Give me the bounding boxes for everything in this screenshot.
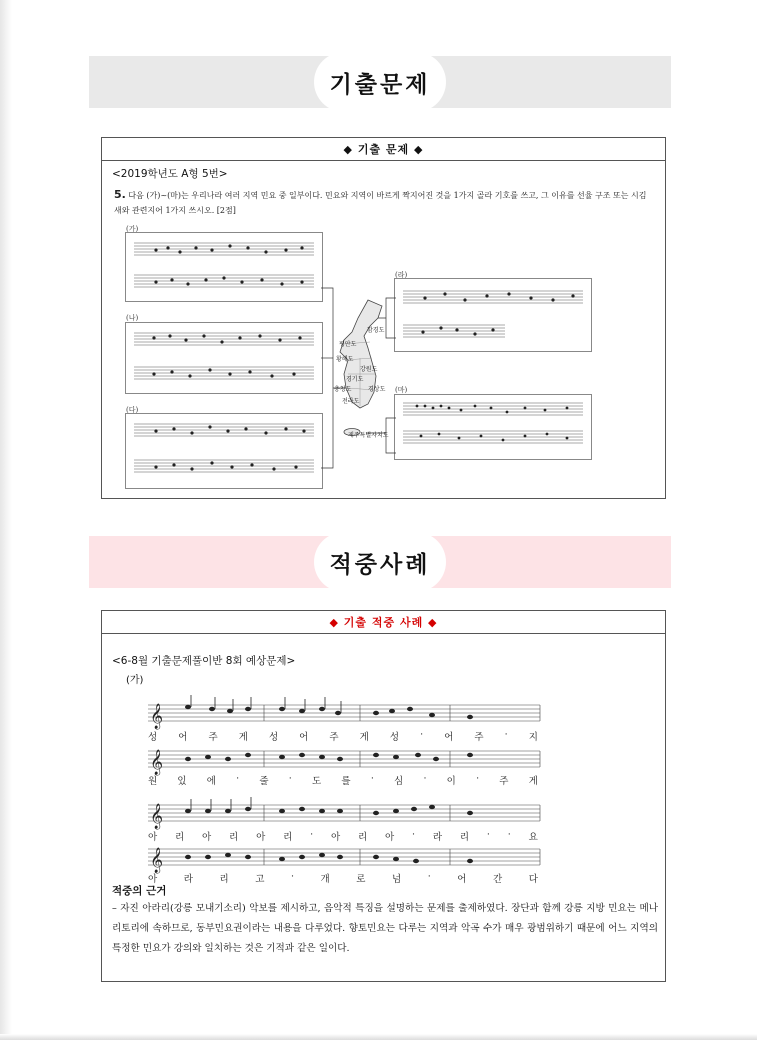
region-hamgyeong: 함경도	[367, 327, 385, 334]
music-score-da	[125, 413, 323, 489]
lyric: 아	[384, 832, 395, 843]
lyric: 리	[283, 832, 293, 843]
lyric: 주	[474, 732, 484, 743]
lyric: 게	[238, 732, 248, 743]
svg-text:𝄞: 𝄞	[150, 750, 164, 775]
lyric: 어	[178, 732, 188, 743]
lyric: 에	[206, 776, 216, 787]
box-header-2: ◆ 기출 적중 사례 ◆	[102, 611, 665, 634]
basis-text: – 자진 아라리(강릉 모내기소리) 악보를 제시하고, 음악적 특징을 설명하는 문제를 출제하였다. 장단과 함께 강릉 지방 민요는 메나리토리에 속하므로, 동부민요권이라는 내용을 다루었다. 향토민요는 다루는 지역과 악곡 수가 매우 광범위하기 때문에 어느 지역의 특정한 민요가 강의와 일치하는 것은 기적과 같은 일이다.	[112, 903, 658, 954]
lyric: 요	[528, 832, 538, 843]
score-label-na: (나)	[126, 314, 139, 322]
music-score-ra	[394, 278, 592, 352]
lyrics-line-2	[148, 773, 538, 787]
lyric: 아	[202, 832, 212, 843]
section-title-2: 적중사례	[314, 532, 446, 592]
lyrics-line-1	[148, 729, 538, 743]
lyric: 어	[444, 732, 454, 743]
region-jeolla: 전라도	[342, 398, 360, 405]
lyric: 아	[148, 832, 158, 843]
lyric: 아	[148, 874, 158, 885]
lyric: 리	[175, 832, 185, 843]
lyric: ·	[370, 773, 374, 784]
region-gyeongsang: 경상도	[368, 386, 386, 393]
section-title: 기출문제	[314, 52, 446, 112]
page-edge	[0, 0, 12, 1040]
part-label: (가)	[126, 675, 144, 686]
question-number: 5.	[114, 188, 126, 201]
music-score-ma	[394, 394, 592, 460]
lyric: ·	[486, 829, 490, 840]
lyric: ·	[236, 773, 240, 784]
lyric: 리	[229, 832, 239, 843]
question-body: 다음 (가)~(마)는 우리나라 여러 지역 민요 중 일부이다. 민요와 지역이 바르게 짝지어진 것을 1가지 골라 기호를 쓰고, 그 이유를 선율 구조 또는 시김새와 관련지어 1가지 쓰시오. [2점]	[114, 191, 647, 215]
lyric: 어	[299, 732, 309, 743]
lyrics-line-3	[148, 829, 538, 843]
svg-text:𝄞: 𝄞	[150, 704, 164, 729]
lyric: 고	[255, 874, 265, 885]
lyric: 리	[459, 832, 470, 843]
lyric: 성	[268, 732, 279, 743]
lyric: 있	[177, 776, 187, 787]
section-header-past-exam	[89, 56, 671, 108]
lyric: 아	[256, 832, 266, 843]
lyric: ·	[420, 729, 424, 740]
lyric: 개	[320, 874, 330, 885]
lyric: 를	[341, 776, 351, 787]
region-gyeonggi: 경기도	[346, 376, 364, 383]
lyric: 게	[359, 732, 369, 743]
lyric: ·	[476, 773, 480, 784]
lyric: 리	[357, 832, 368, 843]
section-header-hit-cases	[89, 536, 671, 588]
box-header: ◆ 기출 문제 ◆	[102, 138, 665, 161]
region-chungcheong: 충청도	[334, 386, 352, 393]
past-exam-box	[101, 137, 666, 499]
score-label-ra: (라)	[395, 271, 408, 279]
music-score-na	[125, 322, 323, 394]
region-pyeongan: 평안도	[339, 341, 357, 348]
music-score-ga	[125, 232, 323, 302]
lyric: 넘	[391, 874, 402, 885]
lyric: 도	[312, 776, 322, 787]
exam-reference: <2019학년도 A형 5번>	[112, 168, 228, 180]
lyric: ·	[427, 871, 431, 882]
lyric: 게	[528, 776, 538, 787]
lyric: 어	[457, 874, 467, 885]
question-text	[114, 187, 654, 218]
lyric: ·	[504, 729, 508, 740]
region-gangwon: 강원도	[360, 366, 378, 373]
lyric: 심	[394, 776, 404, 787]
lyric: 다	[528, 874, 538, 885]
exam-reference-2: <6-8월 기출문제풀이반 8회 예상문제>	[112, 655, 296, 667]
lyric: 줄	[259, 776, 269, 787]
basis-title: 적중의 근거	[112, 885, 167, 897]
lyric: 라	[432, 832, 443, 843]
lyric: ·	[423, 773, 427, 784]
lyric: ·	[310, 829, 314, 840]
lyric: 아	[330, 832, 341, 843]
lyrics-line-4	[148, 871, 538, 885]
lyric: 성	[148, 732, 158, 743]
lyric: 주	[329, 732, 339, 743]
lyric: 간	[493, 874, 503, 885]
svg-text:𝄞: 𝄞	[150, 804, 164, 829]
lyric: 리	[219, 874, 229, 885]
score-label-ga: (가)	[126, 225, 139, 233]
lyric: 원	[148, 776, 158, 787]
lyric: 주	[208, 732, 218, 743]
svg-text:𝄞: 𝄞	[150, 848, 164, 873]
lyric: 이	[446, 776, 456, 787]
page-edge-bottom	[0, 1034, 757, 1040]
lyric: ·	[412, 829, 416, 840]
hit-case-box	[101, 610, 666, 982]
score-label-da: (다)	[126, 406, 139, 414]
region-hwanghae: 황해도	[336, 356, 354, 363]
lyric: 지	[528, 732, 538, 743]
lyric: 라	[183, 874, 193, 885]
lyric: ·	[507, 829, 511, 840]
score-label-ma: (마)	[395, 386, 408, 394]
lyric: 주	[499, 776, 509, 787]
lyric: 로	[356, 874, 366, 885]
lyric: 성	[389, 732, 400, 743]
region-jeju: 제주특별자치도	[348, 432, 389, 439]
lyric: ·	[290, 871, 294, 882]
lyric: ·	[288, 773, 292, 784]
